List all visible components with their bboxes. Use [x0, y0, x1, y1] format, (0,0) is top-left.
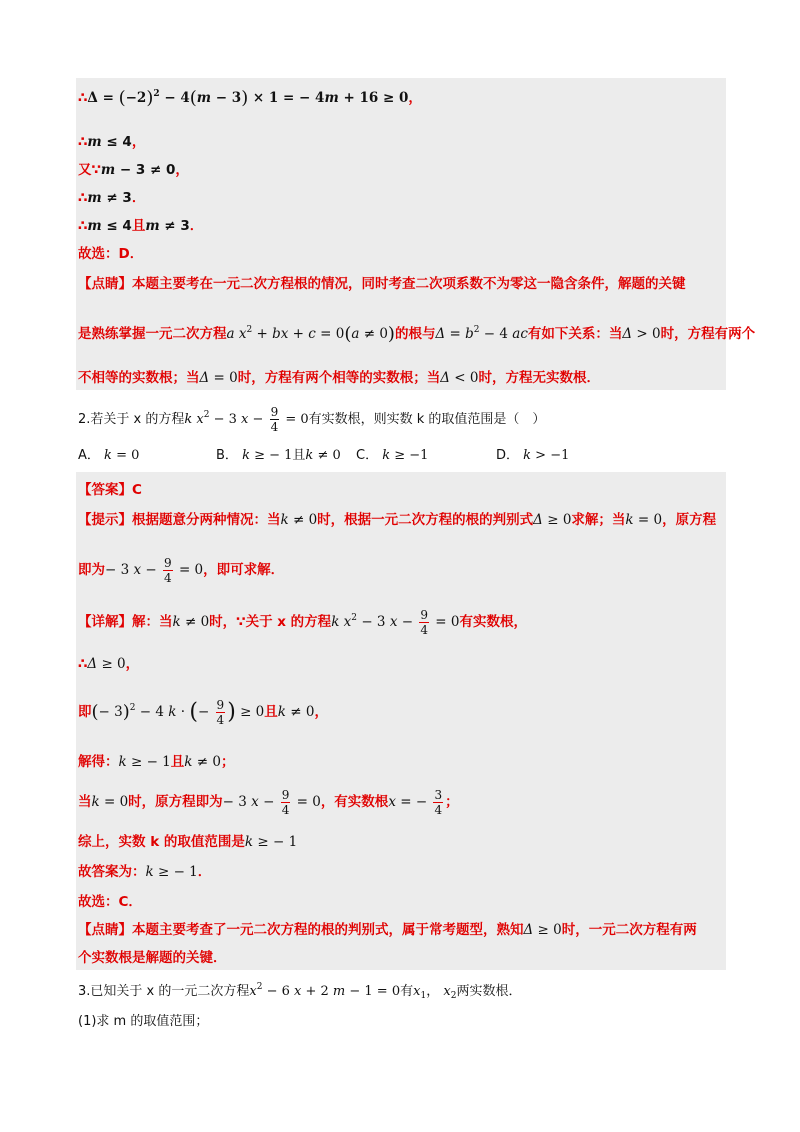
q1-final-range: ∴m ≤ 4且m ≠ 3． — [78, 218, 204, 234]
q2-stem: 2.若关于 x 的方程k $x^2 - 3$ x − $\frac{9}{4}$ = 0有实数根，则实数 k 的取值范围是（ ） — [78, 405, 546, 434]
q1-comment-line-3: 不相等的实数根；当Δ = 0时，方程有两个相等的实数根；当Δ < 0时，方程无实数根． — [78, 370, 600, 386]
q2-option-d[interactable]: D． k > −1 — [496, 448, 570, 463]
q2-option-a[interactable]: A． k = 0 — [78, 448, 140, 463]
q1-answer-choice: 故选：D． — [78, 246, 144, 262]
q2-jiede-line: 解得：k ≥ − 1且k ≠ 0； — [78, 754, 235, 770]
q2-delta-ge0: ∴Δ ≥ 0， — [78, 656, 140, 672]
q2-hint-line-1: 【提示】根据题意分两种情况：当k ≠ 0时，根据一元二次方程的根的判别式Δ ≥ 0求解；当k = 0，原方程 — [78, 512, 717, 528]
q1-m-le-4: ∴m ≤ 4， — [78, 134, 146, 150]
q2-hint-line-2: 即为− 3 x − $\frac{9}{4}$ = 0，即可求解． — [78, 556, 285, 585]
q1-comment-line-2: 是熟练掌握一元二次方程a $x^2$ + bx + c = 0(a ≠ 0)的根与$\Delta = b^2 - 4$ ac有如下关系：当Δ > 0时，方程有两个 — [78, 323, 756, 345]
q2-final-answer: 故答案为：k ≥ − 1． — [78, 864, 212, 880]
q1-comment-line-1: 【点睛】本题主要考在一元二次方程根的情况，同时考查二次项系数不为零这一隐含条件，解题的关键 — [78, 276, 686, 292]
q2-comment-line-1: 【点睛】本题主要考查了一元二次方程的根的判别式，属于常考题型，熟知Δ ≥ 0时，一元二次方程有两 — [78, 922, 697, 938]
q2-when0-line: 当k = 0时，原方程即为− 3 x − $\frac{9}{4}$ = 0，有实数根x = − $\frac{3}{4}$ ； — [78, 788, 459, 817]
q2-option-b[interactable]: B． k ≥ − 1且k ≠ 0 — [216, 448, 341, 463]
q1-m-ne-3: ∴m ≠ 3． — [78, 190, 146, 206]
q2-ji-line: 即(− 3)$^2$ − 4 k · (− $\frac{9}{4}$ ) ≥ 0且k ≠ 0， — [78, 698, 328, 727]
q2-summary-line: 综上，实数 k 的取值范围是k ≥ − 1 — [78, 834, 298, 850]
q1-m-minus-3: 又∵m − 3 ≠ 0， — [78, 162, 189, 178]
q2-answer: 【答案】C — [78, 482, 142, 498]
q2-detail-line: 【详解】解：当k ≠ 0时，∵关于 x 的方程k $x^2 - 3$ x − $\frac{9}{4}$ = 0有实数根， — [78, 608, 527, 637]
q2-option-c[interactable]: C． k ≥ −1 — [356, 448, 429, 463]
q3-stem: 3.已知关于 x 的一元二次方程$x^2 - 6$ x + 2 m − 1 = 0有$x_1$， $x_2$两实数根． — [78, 982, 522, 1001]
q2-choice: 故选：C． — [78, 894, 142, 910]
q1-delta-line: ∴Δ = $(-2)^2 - 4(m - 3) \times 1$ = − 4m + 16 ≥ 0， — [78, 87, 422, 109]
q3-part1: (1)求 m 的取值范围； — [78, 1014, 209, 1029]
q2-comment-line-2: 个实数根是解题的关键． — [78, 950, 227, 966]
